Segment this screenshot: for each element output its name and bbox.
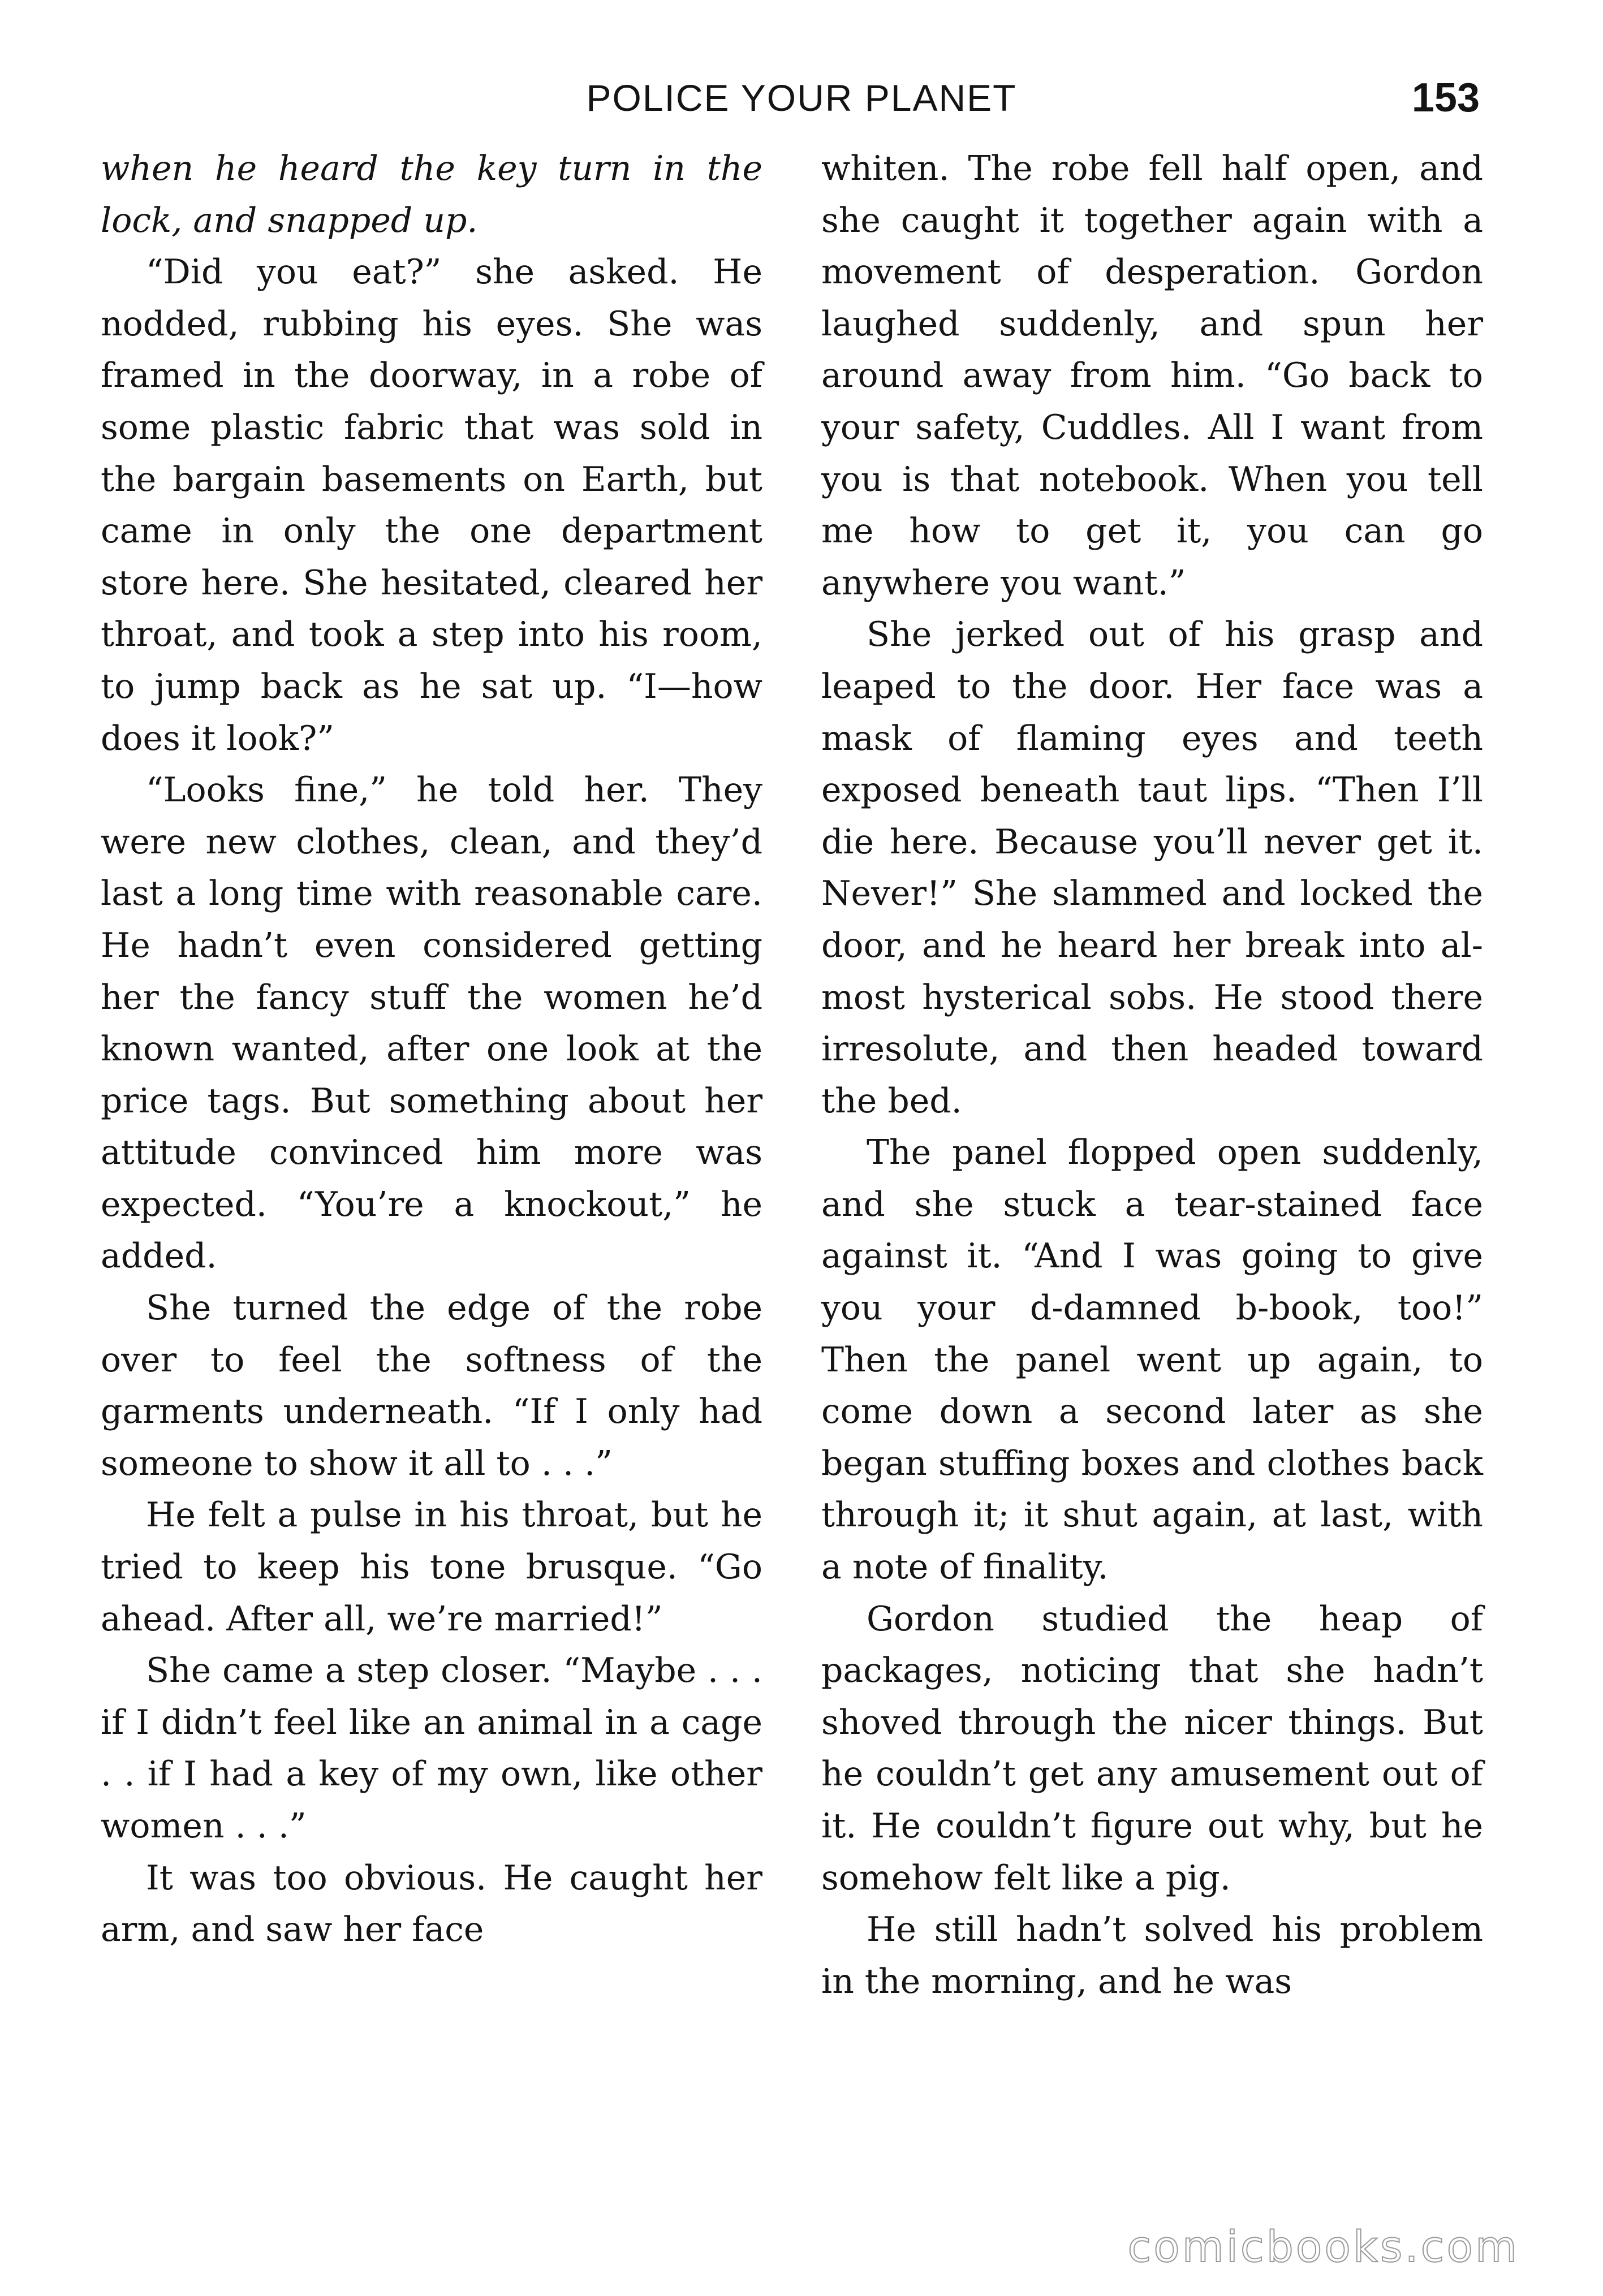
paragraph: “Did you eat?” she asked. He nodded, rubbing his eyes. She was framed in the doorway, in a robe of some plastic fabric that was sold in the bargain basements on Earth, but came in only the one department store here. She hesitated, cleared her throat, and took a step into his room, to jump back as he sat up. “I—how does it look?”	[101, 252, 762, 758]
paragraph: when he heard the key turn in the lock, and snapped up.	[101, 149, 762, 240]
page-header	[0, 72, 1603, 123]
paragraph: She came a step closer. “Maybe . . . if I didn’t feel like an animal in a cage . . if I had a key of my own, like other women . . .”	[101, 1651, 762, 1846]
right-column	[821, 143, 1483, 2008]
page-number: 153	[1411, 75, 1480, 120]
left-column	[101, 143, 762, 1956]
paragraph: Gordon studied the heap of packages, noticing that she hadn’t shoved through the nicer things. But he couldn’t get any amusement out of it. He couldn’t figure out why, but he somehow felt like a pig.	[821, 1599, 1483, 1898]
watermark: comicbooks.com	[1127, 2221, 1519, 2272]
paragraph: She jerked out of his grasp and leaped to the door. Her face was a mask of flaming eyes and teeth exposed beneath taut lips. “Then I’ll die here. Because you’ll never get it. Never!” She slammed and locked the door, and he heard her break into almost hysterical sobs. He stood there irresolute, and then headed toward the bed.	[821, 615, 1483, 1121]
paragraph: He still hadn’t solved his problem in the morning, and he was	[821, 1910, 1483, 2001]
paragraph: It was too obvious. He caught her arm, and saw her face	[101, 1858, 762, 1950]
paragraph: He felt a pulse in his throat, but he tried to keep his tone brusque. “Go ahead. After all, we’re married!”	[101, 1495, 762, 1639]
paragraph: whiten. The robe fell half open, and she caught it together again with a movement of desperation. Gordon laughed suddenly, and spun her around away from him. “Go back to your safety, Cuddles. All I want from you is that notebook. When you tell me how to get it, you can go anywhere you want.”	[821, 149, 1483, 603]
running-title: POLICE YOUR PLANET	[586, 77, 1017, 119]
paragraph: “Looks fine,” he told her. They were new clothes, clean, and they’d last a long time with reasonable care. He hadn’t even considered getting her the fancy stuff the women he’d known wanted, after one look at the price tags. But something about her attitude convinced him more was expected. “You’re a knockout,” he added.	[101, 770, 762, 1276]
paragraph: The panel flopped open suddenly, and she stuck a tear-stained face against it. “And I was going to give you your d-damned b-book, too!” Then the panel went up again, to come down a second later as she began stuffing boxes and clothes back through it; it shut again, at last, with a note of finality.	[821, 1133, 1483, 1587]
paragraph: She turned the edge of the robe over to feel the softness of the garments underneath. “If I only had someone to show it all to . . .”	[101, 1288, 762, 1483]
